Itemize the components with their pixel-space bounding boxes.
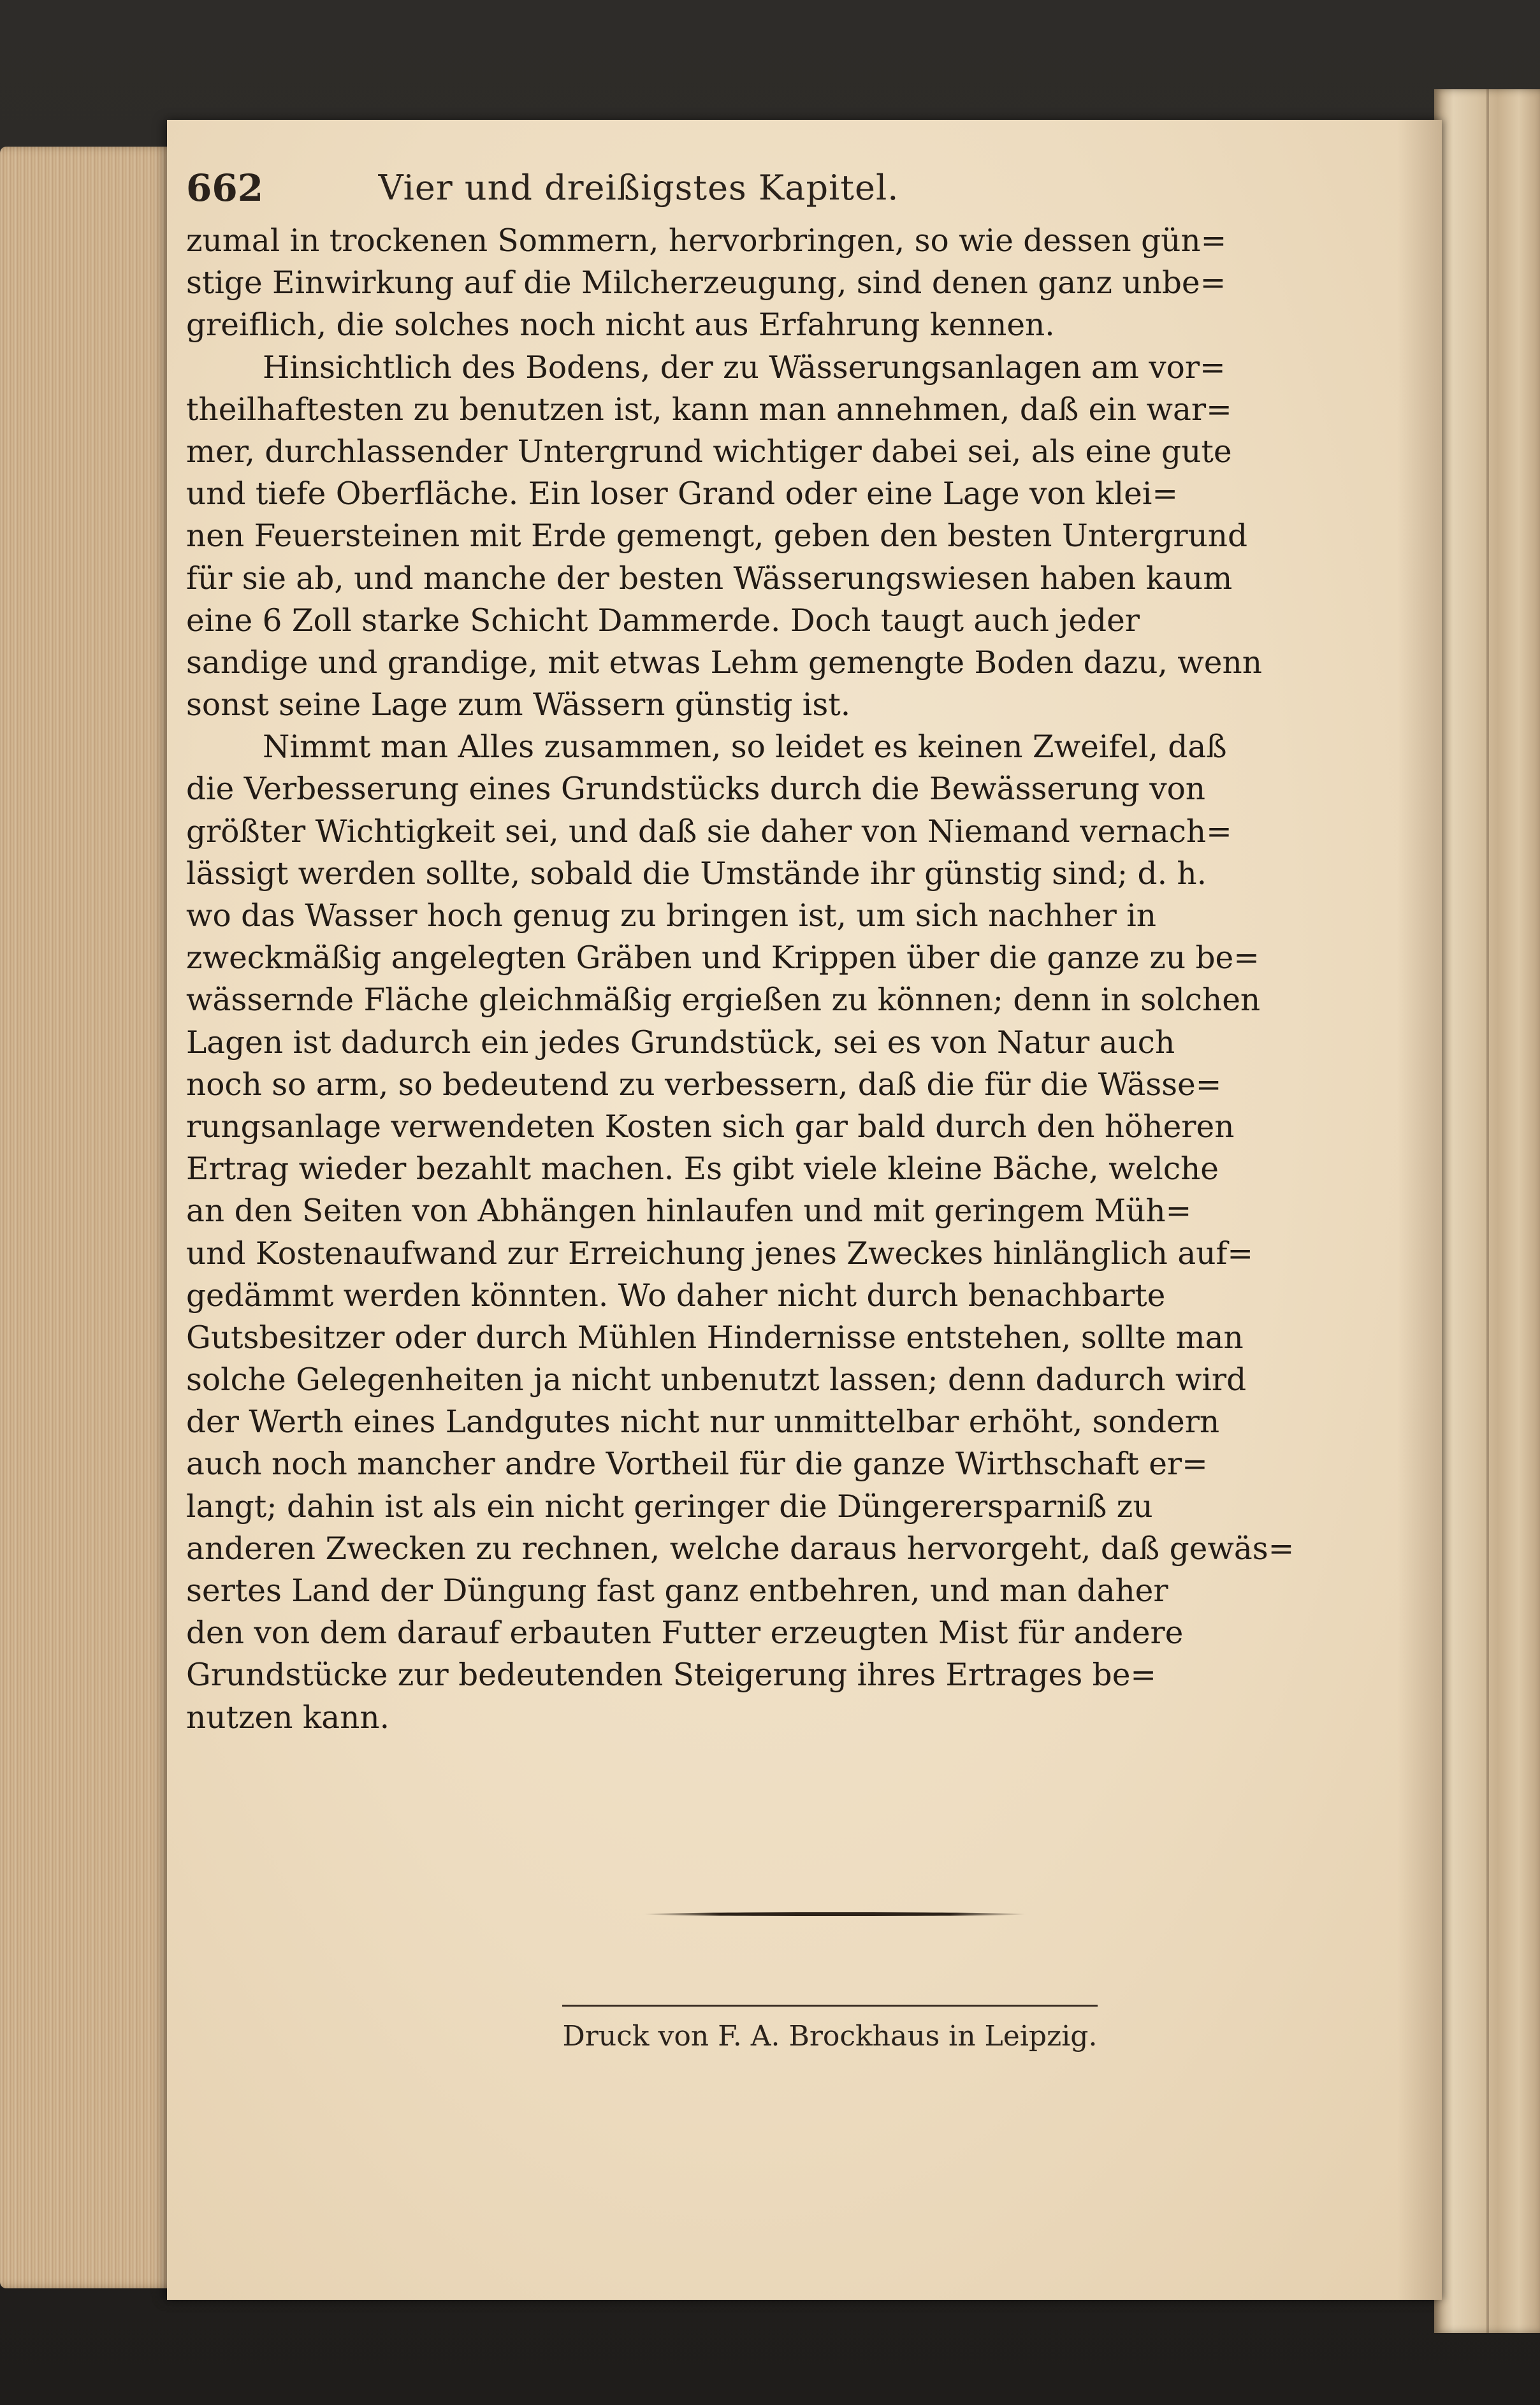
text-line: nen Feuersteinen mit Erde gemengt, geben den besten Untergrund bbox=[186, 518, 1248, 555]
text-line: für sie ab, und manche der besten Wässerungswiesen haben kaum bbox=[186, 560, 1233, 597]
page-number: 662 bbox=[186, 166, 264, 210]
footer-rule bbox=[562, 2005, 1098, 2007]
text-line: Nimmt man Alles zusammen, so leidet es keinen Zweifel, daß bbox=[263, 729, 1227, 766]
text-line: anderen Zwecken zu rechnen, welche daraus hervorgeht, daß gewäs= bbox=[186, 1530, 1295, 1567]
text-line: lässigt werden sollte, sobald die Umstände ihr günstig sind; d. h. bbox=[186, 855, 1207, 892]
text-line: langt; dahin ist als ein nicht geringer die Düngerersparniß zu bbox=[186, 1488, 1153, 1525]
text-line: Lagen ist dadurch ein jedes Grundstück, sei es von Natur auch bbox=[186, 1024, 1175, 1061]
right-page-edges bbox=[1434, 89, 1540, 2333]
text-line: stige Einwirkung auf die Milcherzeugung, sind denen ganz unbe= bbox=[186, 265, 1226, 302]
text-line: größter Wichtigkeit sei, und daß sie daher von Niemand vernach= bbox=[186, 813, 1232, 850]
text-line: noch so arm, so bedeutend zu verbessern, daß die für die Wässe= bbox=[186, 1066, 1222, 1103]
left-page-edges bbox=[0, 147, 178, 2288]
text-line: greiflich, die solches noch nicht aus Erfahrung kennen. bbox=[186, 307, 1055, 344]
end-ornament-rule bbox=[644, 1912, 1026, 1916]
text-line: solche Gelegenheiten ja nicht unbenutzt lassen; denn dadurch wird bbox=[186, 1362, 1247, 1399]
page-header bbox=[186, 159, 1091, 217]
text-line: Gutsbesitzer oder durch Mühlen Hindernisse entstehen, sollte man bbox=[186, 1319, 1244, 1356]
text-line: die Verbesserung eines Grundstücks durch die Bewässerung von bbox=[186, 771, 1206, 808]
printer-imprint: Druck von F. A. Brockhaus in Leipzig. bbox=[562, 2020, 1098, 2053]
text-line: und Kostenaufwand zur Erreichung jenes Zweckes hinlänglich auf= bbox=[186, 1235, 1254, 1272]
text-line: sertes Land der Düngung fast ganz entbehren, und man daher bbox=[186, 1573, 1168, 1609]
text-line: Grundstücke zur bedeutenden Steigerung ihres Ertrages be= bbox=[186, 1657, 1157, 1694]
running-head: Vier und dreißigstes Kapitel. bbox=[378, 168, 899, 208]
text-line: auch noch mancher andre Vortheil für die ganze Wirthschaft er= bbox=[186, 1446, 1208, 1483]
text-line: zweckmäßig angelegten Gräben und Krippen über die ganze zu be= bbox=[186, 940, 1260, 977]
text-line: nutzen kann. bbox=[186, 1699, 390, 1736]
text-line: rungsanlage verwendeten Kosten sich gar bald durch den höheren bbox=[186, 1108, 1235, 1145]
text-line: Hinsichtlich des Bodens, der zu Wässerungsanlagen am vor= bbox=[263, 349, 1226, 386]
text-line: an den Seiten von Abhängen hinlaufen und mit geringem Müh= bbox=[186, 1193, 1192, 1230]
text-line: sandige und grandige, mit etwas Lehm gemengte Boden dazu, wenn bbox=[186, 644, 1262, 681]
body-text bbox=[186, 220, 1295, 1739]
text-line: zumal in trockenen Sommern, hervorbringen, so wie dessen gün= bbox=[186, 223, 1227, 259]
text-line: gedämmt werden könnten. Wo daher nicht durch benachbarte bbox=[186, 1277, 1166, 1314]
text-line: der Werth eines Landgutes nicht nur unmittelbar erhöht, sondern bbox=[186, 1404, 1220, 1441]
text-line: sonst seine Lage zum Wässern günstig ist. bbox=[186, 687, 851, 723]
text-line: und tiefe Oberfläche. Ein loser Grand oder eine Lage von klei= bbox=[186, 476, 1179, 512]
text-line: mer, durchlassender Untergrund wichtiger dabei sei, als eine gute bbox=[186, 433, 1232, 470]
text-line: wässernde Fläche gleichmäßig ergießen zu können; denn in solchen bbox=[186, 982, 1261, 1019]
text-line: Ertrag wieder bezahlt machen. Es gibt viele kleine Bäche, welche bbox=[186, 1151, 1219, 1188]
text-line: theilhaftesten zu benutzen ist, kann man annehmen, daß ein war= bbox=[186, 391, 1232, 428]
text-line: den von dem darauf erbauten Futter erzeugten Mist für andere bbox=[186, 1615, 1184, 1652]
text-line: eine 6 Zoll starke Schicht Dammerde. Doch taugt auch jeder bbox=[186, 602, 1140, 639]
text-line: wo das Wasser hoch genug zu bringen ist, um sich nachher in bbox=[186, 898, 1156, 934]
